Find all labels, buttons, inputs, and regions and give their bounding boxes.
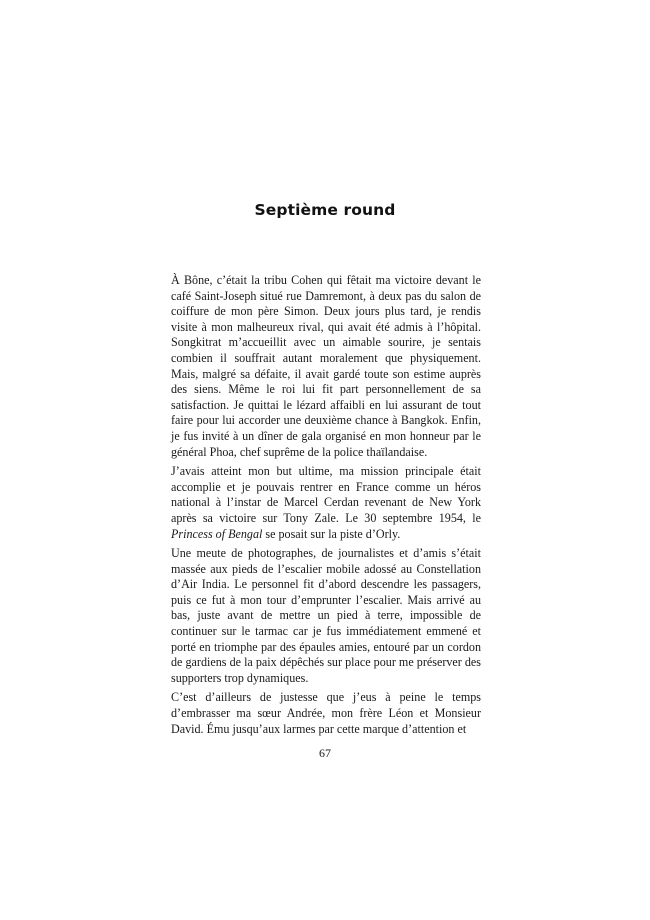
ship-name-italic: Princess of Bengal — [171, 526, 263, 541]
paragraph-3: Une meute de photographes, de journalistes et d’amis s’était massée aux pieds de l’escalier mobile adossé au Constellation d’Air India. Le personnel fit d’abord descendre les passagers, puis ce fut à mon tour d’emprunter l’escalier. Mais arrivé au bas, juste avant de mettre un pied à terre, impossible de continuer sur le tarmac car je fus immédiatement emmené et porté en triomphe par des épaules amies, entouré par un cordon de gardiens de la paix dépêchés sur place pour me préserver des supporters trop dynamiques. — [171, 546, 481, 685]
paragraph-4: C’est d’ailleurs de justesse que j’eus à peine le temps d’embrasser ma sœur Andrée, mon frère Léon et Monsieur David. Ému jusqu’aux larmes par cette marque d’attention et — [171, 690, 481, 736]
body-text — [171, 273, 481, 741]
paragraph-1: À Bône, c’était la tribu Cohen qui fêtait ma victoire devant le café Saint-Joseph situé rue Damremont, à deux pas du salon de coiffure de mon père Simon. Deux jours plus tard, je rendis visite à mon malheureux rival, qui avait été admis à l’hôpital. Songkitrat m’accueillit avec un aimable sourire, je sentais combien il souffrait autant moralement que physiquement. Mais, malgré sa défaite, il avait gardé toute son estime auprès des siens. Même le roi lui fit part personnellement de sa satisfaction. Je quittai le lézard affaibli en lui assurant de tout faire pour lui accorder une deuxième chance à Bangkok. Enfin, je fus invité à un dîner de gala organisé en mon honneur par le général Phoa, chef suprême de la police thaïlandaise. — [171, 273, 481, 459]
paragraph-2 — [171, 464, 481, 542]
page-number: 67 — [319, 746, 331, 760]
paragraph-2-text-after: se posait sur la piste d’Orly. — [262, 526, 401, 541]
paragraph-2-text-before: J’avais atteint mon but ultime, ma mission principale était accomplie et je pouvais rentrer en France comme un héros national à l’instar de Marcel Cerdan revenant de New York après sa victoire sur Tony Zale. Le 30 septembre 1954, le — [171, 464, 481, 525]
chapter-title: Septième round — [254, 201, 396, 219]
